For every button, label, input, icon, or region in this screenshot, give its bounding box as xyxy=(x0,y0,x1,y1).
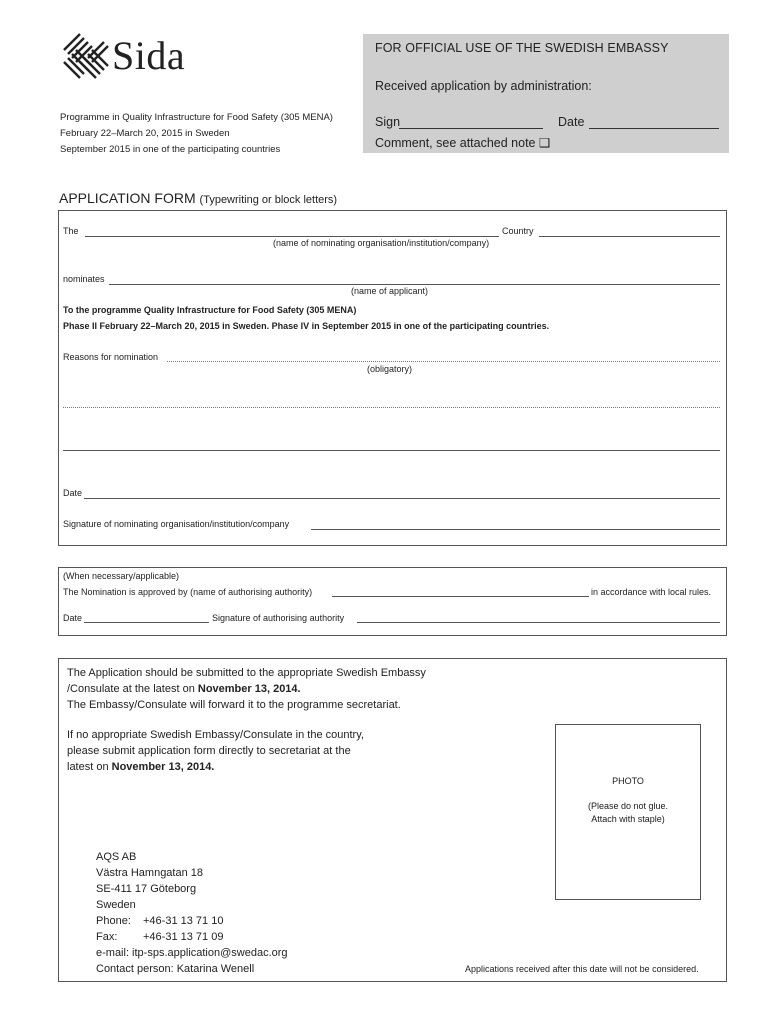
photo-label: PHOTO xyxy=(612,776,644,786)
contact-person: Contact person: Katarina Wenell xyxy=(96,963,255,975)
late-applications-notice: Applications received after this date will not be considered. xyxy=(465,964,699,974)
nomination-signature-label: Signature of nominating organisation/institution/company xyxy=(63,519,290,529)
the-label: The xyxy=(63,226,79,236)
form-title: APPLICATION FORM xyxy=(59,190,196,206)
nomination-date-field[interactable] xyxy=(84,498,720,499)
embassy-sign-label: Sign xyxy=(375,115,401,129)
authorisation-date-field[interactable] xyxy=(84,622,209,623)
approved-by-label: The Nomination is approved by (name of authorising authority) xyxy=(63,587,313,597)
authorisation-section xyxy=(58,567,727,636)
fax-label: Fax: xyxy=(96,931,118,943)
email-address[interactable]: e-mail: itp-sps.application@swedac.org xyxy=(96,947,288,959)
logo-text: Sida xyxy=(112,33,186,78)
photo-hint-line-1: (Please do not glue. xyxy=(587,801,669,811)
submission-line-2 xyxy=(67,681,301,697)
phone-label: Phone: xyxy=(96,915,131,927)
org-hint: (name of nominating organisation/institution/company) xyxy=(273,238,490,248)
direct-submission-line-3-text: latest on xyxy=(67,761,112,773)
programme-dates-sweden: February 22–March 20, 2015 in Sweden xyxy=(60,128,230,139)
address-country: Sweden xyxy=(96,899,136,911)
application-form-heading xyxy=(59,190,337,206)
form-subtitle: (Typewriting or block letters) xyxy=(199,194,338,206)
programme-title: Programme in Quality Infrastructure for Food Safety (305 MENA) xyxy=(60,112,333,123)
reasons-label: Reasons for nomination xyxy=(63,352,159,362)
reasons-field-line-3[interactable] xyxy=(63,450,720,451)
sida-logo xyxy=(60,32,210,80)
authorisation-date-label: Date xyxy=(63,613,83,623)
submission-section xyxy=(58,658,727,982)
direct-submission-line-3 xyxy=(67,759,214,775)
received-label: Received application by administration: xyxy=(375,79,592,93)
authority-signature-field[interactable] xyxy=(357,622,720,623)
official-use-box xyxy=(363,34,729,153)
nominates-label: nominates xyxy=(63,274,105,284)
nomination-signature-field[interactable] xyxy=(311,529,720,530)
direct-submission-deadline: November 13, 2014. xyxy=(111,761,215,773)
applicant-name-field[interactable] xyxy=(109,284,720,285)
programme-statement: To the programme Quality Infrastructure for Food Safety (305 MENA) xyxy=(63,305,357,315)
photo-hint xyxy=(556,800,700,826)
reasons-field[interactable] xyxy=(167,361,720,362)
address-company: AQS AB xyxy=(96,851,137,863)
address-city: SE-411 17 Göteborg xyxy=(96,883,197,895)
direct-submission-line-2: please submit application form directly to secretariat at the xyxy=(67,745,351,757)
submission-line-3: The Embassy/Consulate will forward it to the programme secretariat. xyxy=(67,699,401,711)
submission-deadline: November 13, 2014. xyxy=(197,683,301,695)
obligatory-hint: (obligatory) xyxy=(367,364,413,374)
country-field[interactable] xyxy=(539,236,720,237)
submission-line-1: The Application should be submitted to the appropriate Swedish Embassy xyxy=(67,667,426,679)
embassy-date-label: Date xyxy=(558,115,585,129)
embassy-comment-label: Comment, see attached note ❑ xyxy=(375,136,551,150)
nominating-org-field[interactable] xyxy=(85,236,499,237)
embassy-sign-field[interactable] xyxy=(399,128,543,129)
fax-number: +46-31 13 71 09 xyxy=(143,931,224,943)
phase-statement: Phase II February 22–March 20, 2015 in Sweden. Phase IV in September 2015 in one of the participating countries. xyxy=(63,321,550,331)
reasons-field-line-2[interactable] xyxy=(63,407,720,408)
authority-signature-label: Signature of authorising authority xyxy=(212,613,345,623)
address-street: Västra Hamngatan 18 xyxy=(96,867,204,879)
official-use-title: FOR OFFICIAL USE OF THE SWEDISH EMBASSY xyxy=(375,41,669,55)
photo-box[interactable] xyxy=(555,724,701,900)
programme-dates-country: September 2015 in one of the participating countries xyxy=(60,144,281,155)
when-applicable-label: (When necessary/applicable) xyxy=(63,571,180,581)
embassy-date-field[interactable] xyxy=(589,128,719,129)
photo-hint-line-2: Attach with staple) xyxy=(591,814,665,824)
authorising-authority-field[interactable] xyxy=(332,596,589,597)
phone-number: +46-31 13 71 10 xyxy=(143,915,224,927)
sida-logo-icon xyxy=(60,32,112,80)
nomination-date-label: Date xyxy=(63,488,83,498)
accordance-label: in accordance with local rules. xyxy=(591,587,712,597)
country-label: Country xyxy=(502,226,534,236)
nomination-section xyxy=(58,210,727,546)
applicant-hint: (name of applicant) xyxy=(351,286,429,296)
submission-line-2-text: /Consulate at the latest on xyxy=(67,683,198,695)
direct-submission-line-1: If no appropriate Swedish Embassy/Consulate in the country, xyxy=(67,729,364,741)
